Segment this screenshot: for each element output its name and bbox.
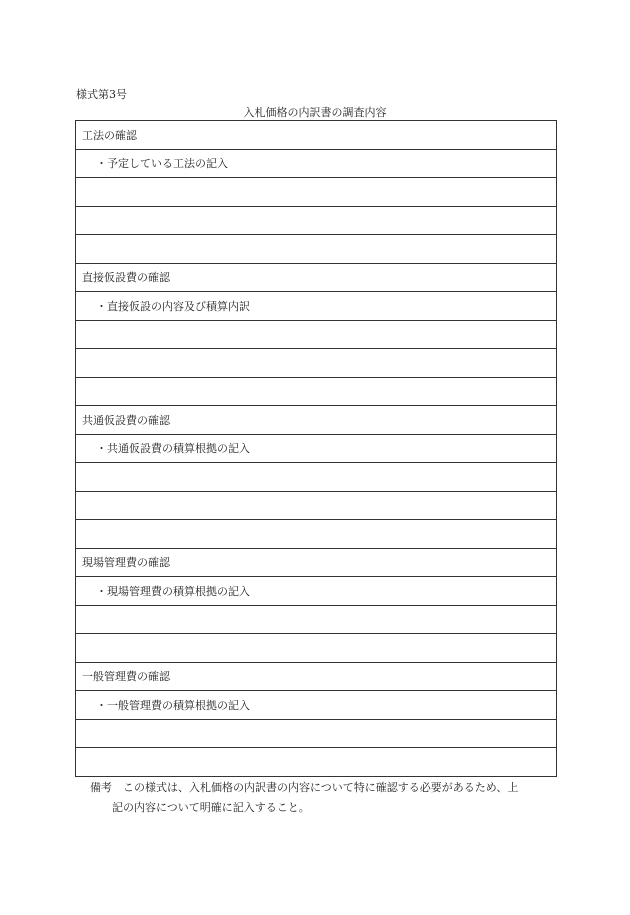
table-row: [76, 520, 557, 549]
blank-entry-row[interactable]: [76, 463, 557, 492]
table-row: [76, 377, 557, 406]
section-item-general-management: ・一般管理費の積算根拠の記入: [76, 691, 557, 720]
blank-entry-row[interactable]: [76, 206, 557, 235]
table-row: [76, 406, 557, 435]
blank-entry-row[interactable]: [76, 748, 557, 777]
remarks: [90, 778, 560, 818]
section-item-site-management: ・現場管理費の積算根拠の記入: [76, 577, 557, 606]
table-row: [76, 235, 557, 264]
blank-entry-row[interactable]: [76, 491, 557, 520]
table-row: [76, 548, 557, 577]
table-row: [76, 292, 557, 321]
section-item-direct-temporary: ・直接仮設の内容及び積算内訳: [76, 292, 557, 321]
remarks-line-1: 備考 この様式は、入札価格の内訳書の内容について特に確認する必要があるため、上: [90, 781, 519, 794]
blank-entry-row[interactable]: [76, 377, 557, 406]
table-row: [76, 121, 557, 150]
table-row: [76, 719, 557, 748]
section-heading-site-management: 現場管理費の確認: [76, 548, 557, 577]
section-heading-general-management: 一般管理費の確認: [76, 662, 557, 691]
blank-entry-row[interactable]: [76, 178, 557, 207]
form-title: 入札価格の内訳書の調査内容: [243, 106, 387, 119]
table-row: [76, 748, 557, 777]
blank-entry-row[interactable]: [76, 520, 557, 549]
section-heading-method: 工法の確認: [76, 121, 557, 150]
blank-entry-row[interactable]: [76, 605, 557, 634]
table-row: [76, 634, 557, 663]
survey-table: [75, 120, 557, 777]
blank-entry-row[interactable]: [76, 349, 557, 378]
blank-entry-row[interactable]: [76, 634, 557, 663]
table-row: [76, 149, 557, 178]
blank-entry-row[interactable]: [76, 235, 557, 264]
table-row: [76, 577, 557, 606]
table-row: [76, 491, 557, 520]
table-row: [76, 206, 557, 235]
table-row: [76, 434, 557, 463]
form-number: 様式第3号: [76, 88, 127, 101]
section-heading-direct-temporary: 直接仮設費の確認: [76, 263, 557, 292]
table-row: [76, 662, 557, 691]
section-item-method: ・予定している工法の記入: [76, 149, 557, 178]
blank-entry-row[interactable]: [76, 320, 557, 349]
table-row: [76, 605, 557, 634]
table-row: [76, 349, 557, 378]
blank-entry-row[interactable]: [76, 719, 557, 748]
table-row: [76, 263, 557, 292]
section-heading-common-temporary: 共通仮設費の確認: [76, 406, 557, 435]
table-row: [76, 463, 557, 492]
remarks-line-2: 記の内容について明確に記入すること。: [112, 801, 310, 814]
table-row: [76, 320, 557, 349]
table-row: [76, 691, 557, 720]
table-row: [76, 178, 557, 207]
section-item-common-temporary: ・共通仮設費の積算根拠の記入: [76, 434, 557, 463]
